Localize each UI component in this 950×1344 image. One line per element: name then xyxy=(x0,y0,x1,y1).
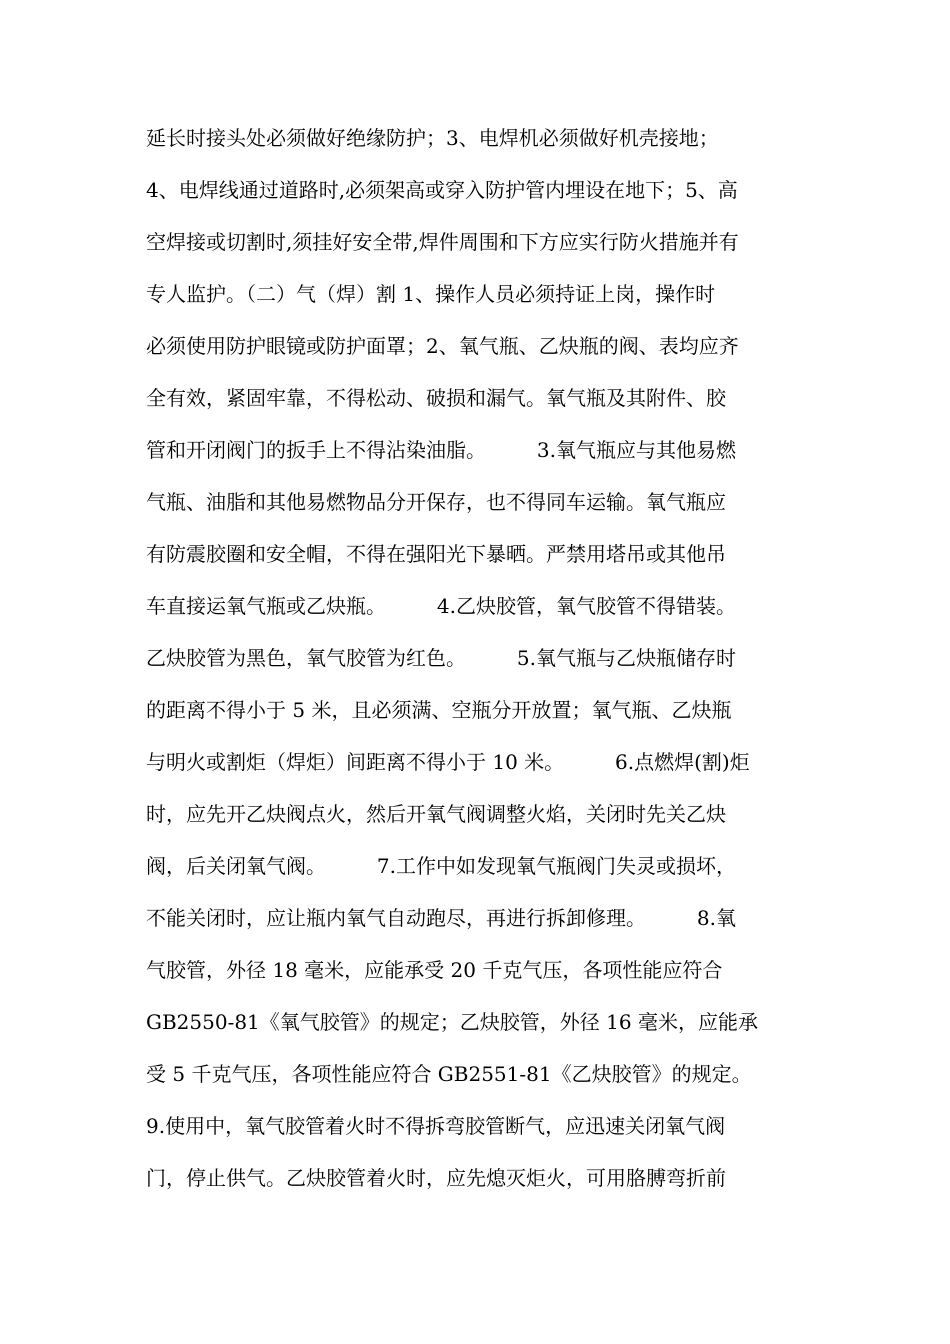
text-line: 与明火或割炬（焊炬）间距离不得小于 10 米。 6.点燃焊(割)炬 xyxy=(146,750,750,774)
text-line: 专人监护。（二）气（焊）割 1、操作人员必须持证上岗，操作时 xyxy=(146,282,716,306)
text-line: 空焊接或切割时,须挂好安全带,焊件周围和下方应实行防火措施并有 xyxy=(146,230,739,254)
text-line: 时，应先开乙炔阀点火，然后开氧气阀调整火焰，关闭时先关乙炔 xyxy=(146,802,726,826)
text-line: 受 5 千克气压，各项性能应符合 GB2551-81《乙炔胶管》的规定。 xyxy=(146,1062,752,1086)
text-line: 气胶管，外径 18 毫米，应能承受 20 千克气压，各项性能应符合 xyxy=(146,958,723,982)
text-line: 管和开闭阀门的扳手上不得沾染油脂。 3.氧气瓶应与其他易燃 xyxy=(146,438,736,462)
text-line: 全有效，紧固牢靠，不得松动、破损和漏气。氧气瓶及其附件、胶 xyxy=(146,386,726,410)
text-line: 延长时接头处必须做好绝缘防护；3、电焊机必须做好机壳接地； xyxy=(146,126,719,150)
text-line: 的距离不得小于 5 米，且必须满、空瓶分开放置；氧气瓶、乙炔瓶 xyxy=(146,698,732,722)
text-line: GB2550-81《氧气胶管》的规定；乙炔胶管，外径 16 毫米，应能承 xyxy=(146,1010,758,1034)
text-line: 有防震胶圈和安全帽，不得在强阳光下暴晒。严禁用塔吊或其他吊 xyxy=(146,542,726,566)
text-line: 不能关闭时，应让瓶内氧气自动跑尽，再进行拆卸修理。 8.氧 xyxy=(146,906,736,930)
text-line: 4、电焊线通过道路时,必须架高或穿入防护管内埋设在地下；5、高 xyxy=(146,178,738,202)
text-line: 乙炔胶管为黑色，氧气胶管为红色。 5.氧气瓶与乙炔瓶储存时 xyxy=(146,646,736,670)
text-line: 车直接运氧气瓶或乙炔瓶。 4.乙炔胶管，氧气胶管不得错装。 xyxy=(146,594,736,618)
text-line: 必须使用防护眼镜或防护面罩；2、氧气瓶、乙炔瓶的阀、表均应齐 xyxy=(146,334,739,358)
text-line: 门，停止供气。乙炔胶管着火时，应先熄灭炬火，可用胳膊弯折前 xyxy=(146,1166,726,1190)
text-line: 阀，后关闭氧气阀。 7.工作中如发现氧气瓶阀门失灵或损坏， xyxy=(146,854,736,878)
text-line: 气瓶、油脂和其他易燃物品分开保存，也不得同车运输。氧气瓶应 xyxy=(146,490,726,514)
text-line: 9.使用中，氧气胶管着火时不得拆弯胶管断气，应迅速关闭氧气阀 xyxy=(146,1114,726,1138)
